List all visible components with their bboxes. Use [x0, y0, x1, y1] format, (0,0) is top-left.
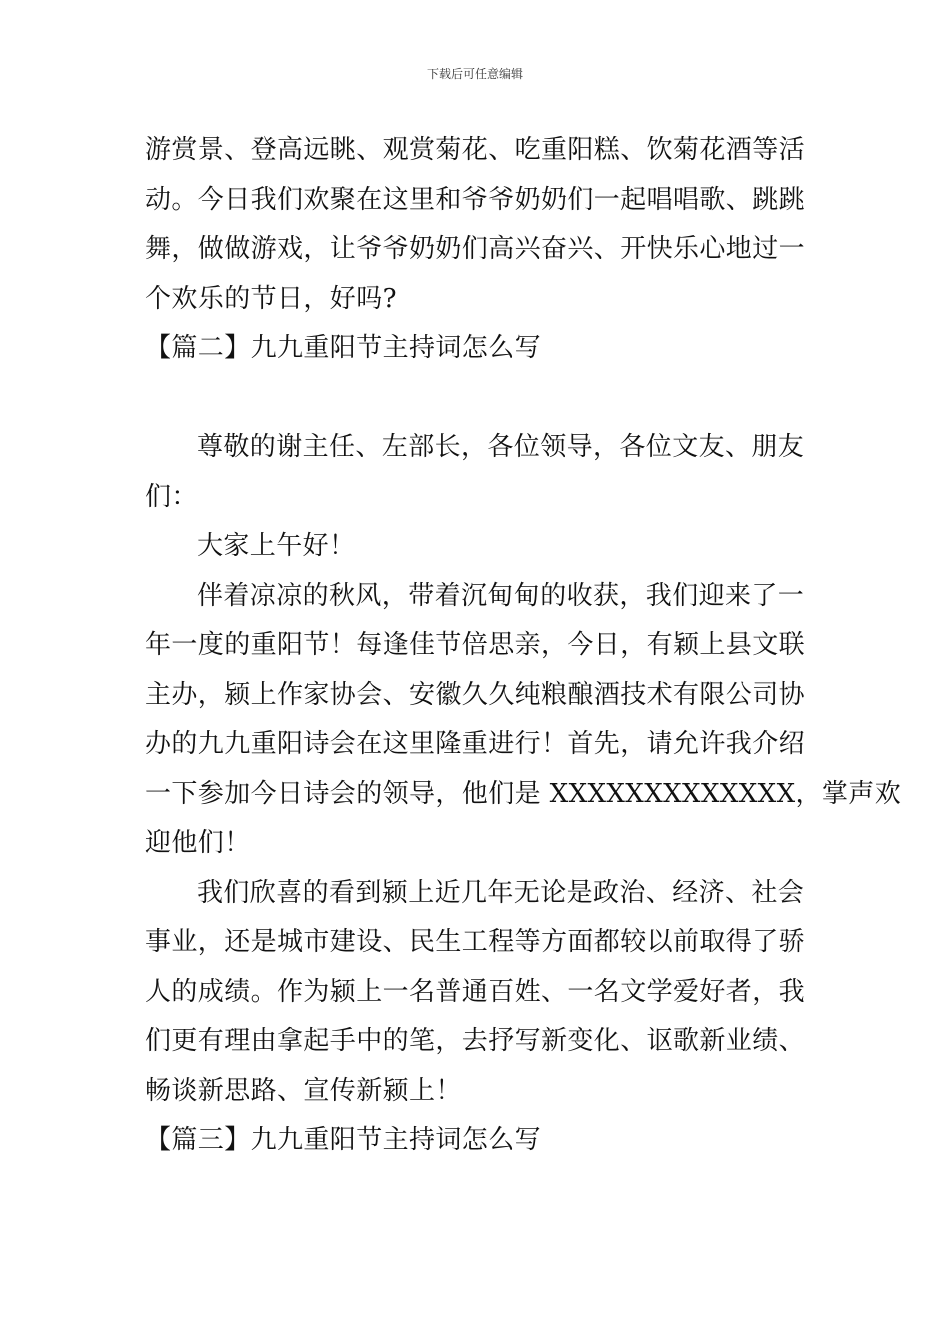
- text-line: 游赏景、登高远眺、观赏菊花、吃重阳糕、饮菊花酒等活: [145, 135, 806, 165]
- blank-line: [145, 374, 815, 424]
- section-heading: 【篇三】九九重阳节主持词怎么写: [145, 1125, 542, 1155]
- text-line: 事业，还是城市建设、民生工程等方面都较以前取得了骄: [145, 927, 806, 957]
- paragraph: [145, 126, 815, 324]
- text-line: 年一度的重阳节！每逢佳节倍思亲，今日，有颖上县文联: [145, 630, 806, 660]
- paragraph: [145, 869, 815, 1117]
- text-line: 尊敬的谢主任、左部长，各位领导，各位文友、朋友: [197, 432, 805, 462]
- text-line: 伴着凉凉的秋风，带着沉甸甸的收获，我们迎来了一: [197, 580, 805, 611]
- text-line: 畅谈新思路、宣传新颍上！: [145, 1075, 462, 1106]
- text-line: 们更有理由拿起手中的笔，去抒写新变化、讴歌新业绩、: [145, 1026, 806, 1056]
- text-line: 人的成绩。作为颍上一名普通百姓、一名文学爱好者，我: [145, 976, 806, 1007]
- text-line: 动。今日我们欢聚在这里和爷爷奶奶们一起唱唱歌、跳跳: [145, 184, 806, 215]
- paragraph: [145, 522, 815, 572]
- text-line: 主办，颍上作家协会、安徽久久纯粮酿酒技术有限公司协: [145, 679, 806, 710]
- paragraph: [145, 572, 902, 869]
- page-header-note: 下载后可任意编辑: [426, 67, 523, 81]
- text-line: 一下参加今日诗会的领导，他们是 XXXXXXXXXXXXX，掌声欢: [145, 778, 902, 809]
- paragraph: [145, 423, 815, 522]
- text-line: 们：: [145, 481, 198, 512]
- text-line: 舞，做做游戏，让爷爷奶奶们高兴奋兴、开快乐心地过一: [145, 234, 806, 264]
- text-line: 办的九九重阳诗会在这里隆重进行！首先，请允许我介绍: [145, 729, 806, 759]
- text-line: 个欢乐的节日，好吗?: [145, 283, 397, 314]
- text-line: 迎他们！: [145, 828, 251, 858]
- text-line: 我们欣喜的看到颍上近几年无论是政治、经济、社会: [197, 877, 805, 908]
- text-line: 大家上午好！: [197, 531, 356, 561]
- document-body: [145, 126, 902, 1166]
- section-heading: 【篇二】九九重阳节主持词怎么写: [145, 333, 542, 363]
